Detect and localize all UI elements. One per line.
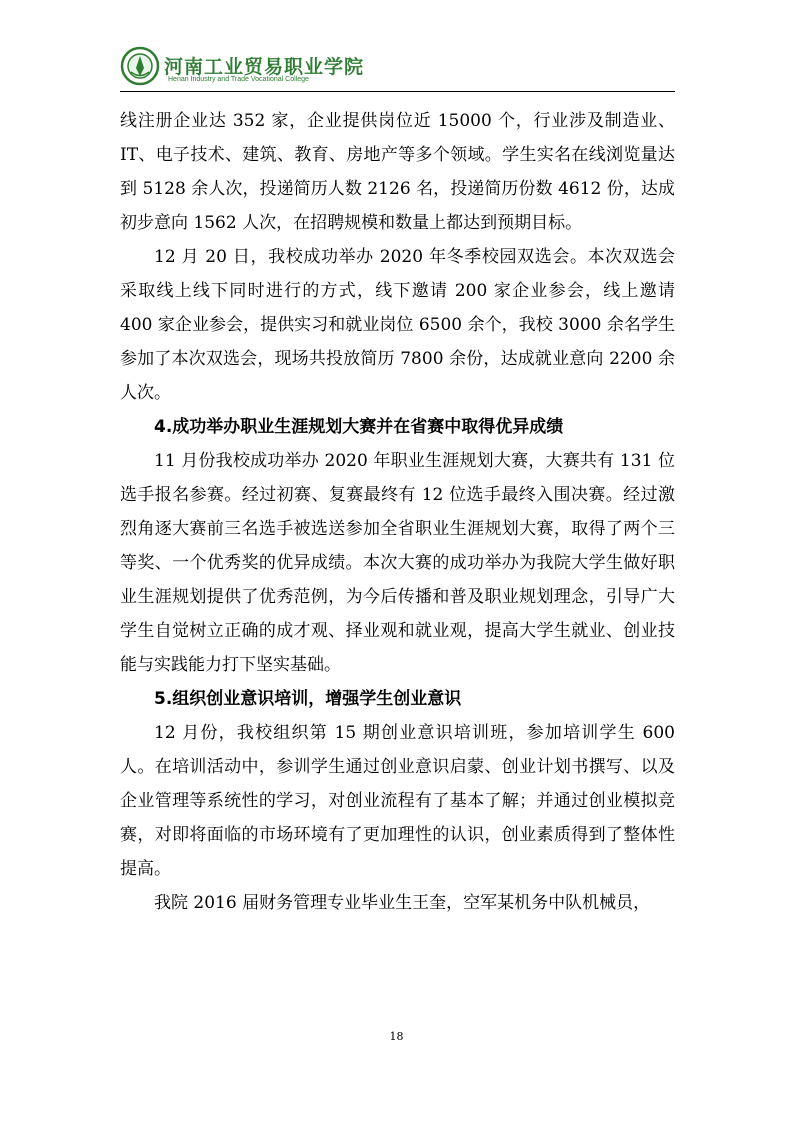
paragraph-recruitment-stats: 线注册企业达 352 家，企业提供岗位近 15000 个，行业涉及制造业、IT、电子技术、建筑、教育、房地产等多个领域。学生实名在线浏览量达到 5128 余人次，投递简历人数 2126 名，投递简历份数 4612 份，达成初步意向 1562 人次，在招聘规模和数量上都达到预期目标。 — [120, 111, 675, 233]
paragraph-career-planning-contest: 11 月份我校成功举办 2020 年职业生涯规划大赛，大赛共有 131 位选手报名参赛。经过初赛、复赛最终有 12 位选手最终入围决赛。经过激烈角逐大赛前三名选手被选送参加全省职业生涯规划大赛，取得了两个三等奖、一个优秀奖的优异成绩。本次大赛的成功举办为我院大学生做好职业生涯规划提供了优秀范例，为今后传播和普及职业规划理念，引导广大学生自觉树立正确的成才观、择业观和就业观，提高大学生就业、创业技能与实践能力打下坚实基础。 — [120, 451, 675, 675]
college-emblem-icon — [120, 46, 160, 86]
page-header — [120, 46, 677, 88]
paragraph-entrepreneurship-training: 12 月份，我校组织第 15 期创业意识培训班，参加培训学生 600 人。在培训活动中，参训学生通过创业意识启蒙、创业计划书撰写、以及企业管理等系统性的学习，对创业流程有了基本了解；并通过创业模拟竞赛，对即将面临的市场环境有了更加理性的认识，创业素质得到了整体性提高。 — [120, 723, 675, 879]
header-divider — [120, 91, 675, 92]
paragraph-alumni-story: 我院 2016 届财务管理专业毕业生王奎，空军某机务中队机械员， — [154, 893, 651, 913]
section-heading-career-planning: 4.成功举办职业生涯规划大赛并在省赛中取得优异成绩 — [154, 417, 564, 437]
college-name-en: Henan Industry and Trade Vocational College — [168, 76, 309, 83]
paragraph-winter-job-fair: 12 月 20 日，我校成功举办 2020 年冬季校园双选会。本次双选会采取线上线下同时进行的方式，线下邀请 200 家企业参会，线上邀请 400 家企业参会，提供实习和就业岗位 6500 余个，我校 3000 余名学生参加了本次双选会，现场共投放简历 7800 余份，达成就业意向 2200 余人次。 — [120, 247, 675, 403]
document-body — [120, 104, 675, 920]
college-name-cn: 河南工业贸易职业学院 — [164, 56, 365, 78]
page-number: 18 — [389, 1030, 404, 1043]
section-heading-entrepreneurship: 5.组织创业意识培训，增强学生创业意识 — [154, 689, 462, 709]
